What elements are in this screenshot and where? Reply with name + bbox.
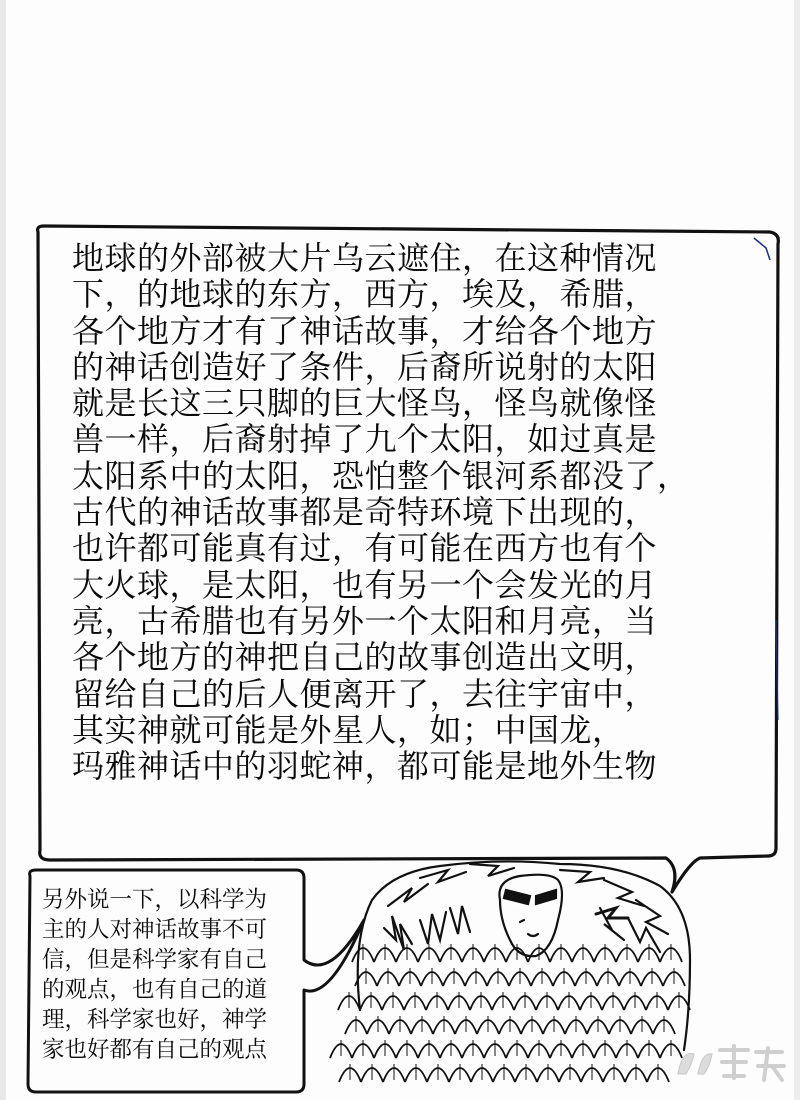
narration-line: 太阳系中的太阳，恐怕整个银河系都没了， bbox=[72, 456, 690, 495]
paper-edge-left bbox=[0, 0, 6, 1100]
narration-text bbox=[72, 240, 762, 784]
speech-text bbox=[42, 885, 312, 1065]
narration-line: 大火球，是太阳，也有另一个会发光的月 bbox=[72, 565, 658, 604]
speech-line: 的观点，也有自己的道 bbox=[42, 977, 268, 1003]
narration-line: 就是长这三只脚的巨大怪鸟，怪鸟就像怪 bbox=[72, 384, 658, 423]
narration-line: 各个地方才有了神话故事，才给各个地方 bbox=[72, 311, 658, 350]
speech-line: 另外说一下，以科学为 bbox=[42, 887, 268, 913]
narration-line: 下，的地球的东方，西方，埃及，希腊， bbox=[72, 275, 658, 314]
speech-line: 家也好都有自己的观点 bbox=[42, 1037, 268, 1063]
narration-line: 其实神就可能是外星人，如；中国龙， bbox=[72, 710, 625, 749]
character-feathers bbox=[330, 944, 690, 1082]
narration-line: 兽一样，后裔射掉了九个太阳，如过真是 bbox=[72, 420, 658, 459]
speech-line: 信，但是科学家有自己 bbox=[42, 947, 268, 973]
speech-line: 主的人对神话故事不可 bbox=[42, 917, 268, 943]
narration-line: 地球的外部被大片乌云遮住，在这种情况 bbox=[72, 239, 658, 277]
site-watermark-logo bbox=[672, 1040, 790, 1084]
paper-edge-right bbox=[794, 0, 800, 1100]
narration-line: 也许都可能真有过，有可能在西方也有个 bbox=[72, 529, 658, 568]
speech-line: 理，科学家也好，神学 bbox=[42, 1007, 268, 1033]
narration-line: 亮，古希腊也有另外一个太阳和月亮，当 bbox=[72, 601, 658, 640]
narration-line: 留给自己的后人便离开了，去往宇宙中， bbox=[72, 674, 658, 713]
narration-line: 各个地方的神把自己的故事创造出文明， bbox=[72, 638, 658, 677]
narration-line: 古代的神话故事都是奇特环境下出现的， bbox=[72, 493, 658, 532]
narration-line: 的神话创造好了条件，后裔所说射的太阳 bbox=[72, 347, 658, 386]
character-face bbox=[499, 875, 562, 957]
narration-line: 玛雅神话中的羽蛇神，都可能是地外生物 bbox=[72, 747, 658, 786]
